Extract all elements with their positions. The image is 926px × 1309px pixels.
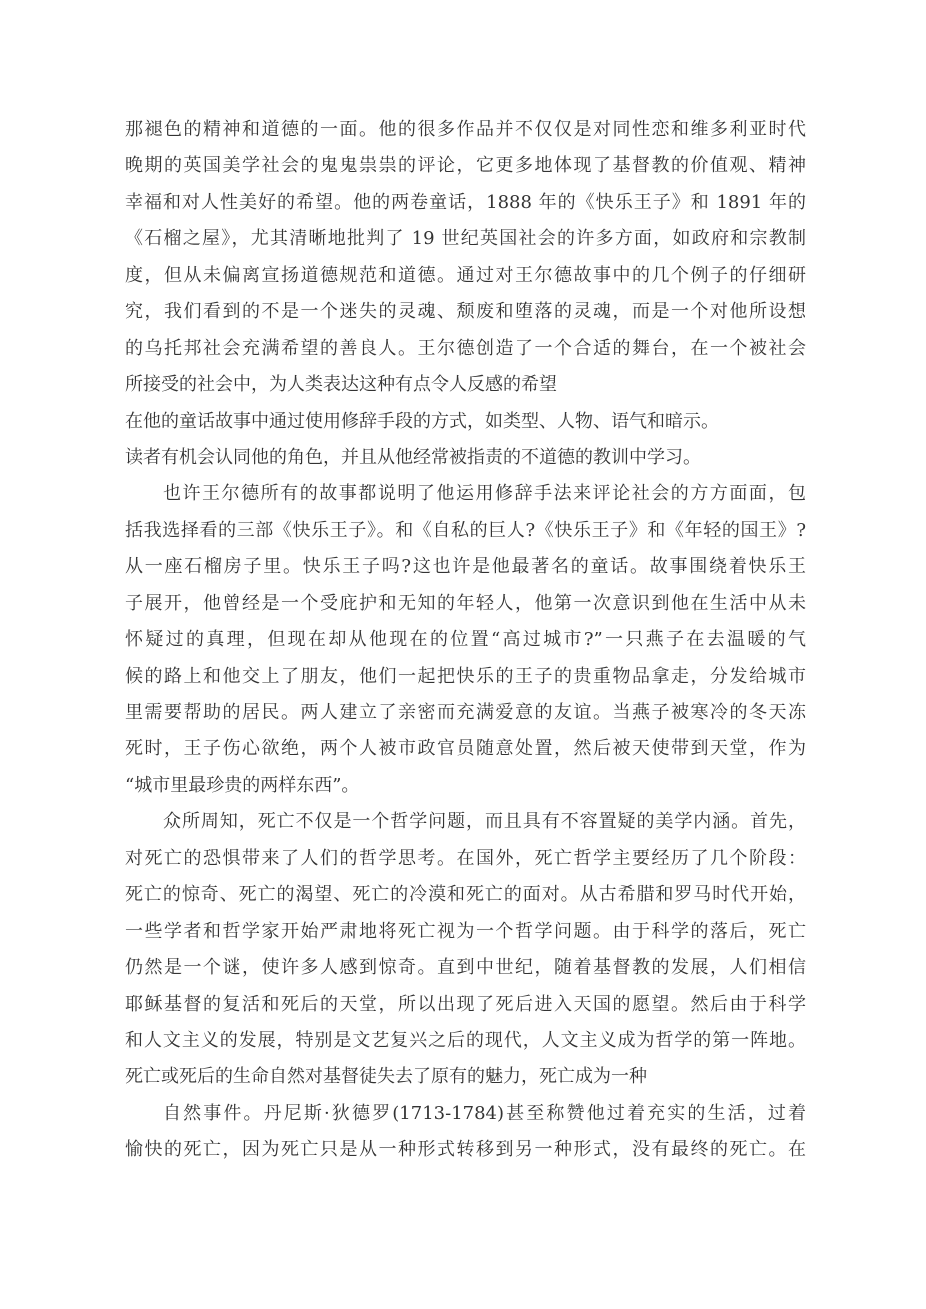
text-line: 幸福和对人性美好的希望。他的两卷童话，1888 年的《快乐王子》和 1891 年的 [125, 191, 806, 213]
text-line: 一些学者和哲学家开始严肃地将死亡视为一个哲学问题。由于科学的落后，死亡 [125, 920, 806, 942]
text-line: 愉快的死亡，因为死亡只是从一种形式转移到另一种形式，没有最终的死亡。在 [125, 1139, 806, 1161]
text-line: 所接受的社会中，为人类表达这种有点令人反感的希望 [125, 374, 557, 396]
text-line: 怀疑过的真理，但现在却从他现在的位置“高过城市?”一只燕子在去温暖的气 [125, 629, 806, 651]
text-line: 读者有机会认同他的角色，并且从他经常被指责的不道德的教训中学习。 [125, 446, 701, 468]
text-line: 的乌托邦社会充满希望的善良人。王尔德创造了一个合适的舞台，在一个被社会 [125, 337, 806, 359]
text-block [125, 112, 806, 1169]
text-line: 众所周知，死亡不仅是一个哲学问题，而且具有不容置疑的美学内涵。首先， [163, 811, 806, 833]
text-line: 括我选择看的三部《快乐王子》。和《自私的巨人?《快乐王子》和《年轻的国王》? [125, 519, 806, 541]
text-line: 究，我们看到的不是一个迷失的灵魂、颓废和堕落的灵魂，而是一个对他所设想 [125, 301, 806, 323]
text-line: 也许王尔德所有的故事都说明了他运用修辞手法来评论社会的方方面面，包 [163, 483, 806, 505]
text-line: 候的路上和他交上了朋友，他们一起把快乐的王子的贵重物品拿走，分发给城市 [125, 665, 806, 687]
text-line: 从一座石榴房子里。快乐王子吗?这也许是他最著名的童话。故事围绕着快乐王 [125, 556, 806, 578]
text-line: “城市里最珍贵的两样东西”。 [125, 774, 360, 796]
text-line: 死亡或死后的生命自然对基督徒失去了原有的魅力，死亡成为一种 [125, 1066, 647, 1088]
text-line: 在他的童话故事中通过使用修辞手段的方式，如类型、人物、语气和暗示。 [125, 410, 719, 432]
text-line: 子展开，他曾经是一个受庇护和无知的年轻人，他第一次意识到他在生活中从未 [125, 592, 806, 614]
text-line: 度，但从未偏离宣扬道德规范和道德。通过对王尔德故事中的几个例子的仔细研 [125, 264, 806, 286]
text-line: 死时，王子伤心欲绝，两个人被市政官员随意处置，然后被天使带到天堂，作为 [125, 738, 806, 760]
text-line: 里需要帮助的居民。两人建立了亲密而充满爱意的友谊。当燕子被寒冷的冬天冻 [125, 702, 806, 723]
text-line: 对死亡的恐惧带来了人们的哲学思考。在国外，死亡哲学主要经历了几个阶段： [125, 847, 806, 869]
text-line: 《石榴之屋》，尤其清晰地批判了 19 世纪英国社会的许多方面，如政府和宗教制 [125, 228, 806, 250]
text-line: 耶稣基督的复活和死后的天堂，所以出现了死后进入天国的愿望。然后由于科学 [125, 993, 806, 1015]
text-line: 死亡的惊奇、死亡的渴望、死亡的冷漠和死亡的面对。从古希腊和罗马时代开始， [125, 884, 806, 906]
text-line: 和人文主义的发展，特别是文艺复兴之后的现代，人文主义成为哲学的第一阵地。 [125, 1029, 806, 1051]
text-line: 自然事件。丹尼斯·狄德罗(1713-1784)甚至称赞他过着充实的生活，过着 [163, 1102, 806, 1124]
text-line: 仍然是一个谜，使许多人感到惊奇。直到中世纪，随着基督教的发展，人们相信 [125, 957, 806, 979]
text-line: 晚期的英国美学社会的鬼鬼祟祟的评论，它更多地体现了基督教的价值观、精神 [125, 155, 806, 177]
text-line: 那褪色的精神和道德的一面。他的很多作品并不仅仅是对同性恋和维多利亚时代 [125, 119, 806, 140]
